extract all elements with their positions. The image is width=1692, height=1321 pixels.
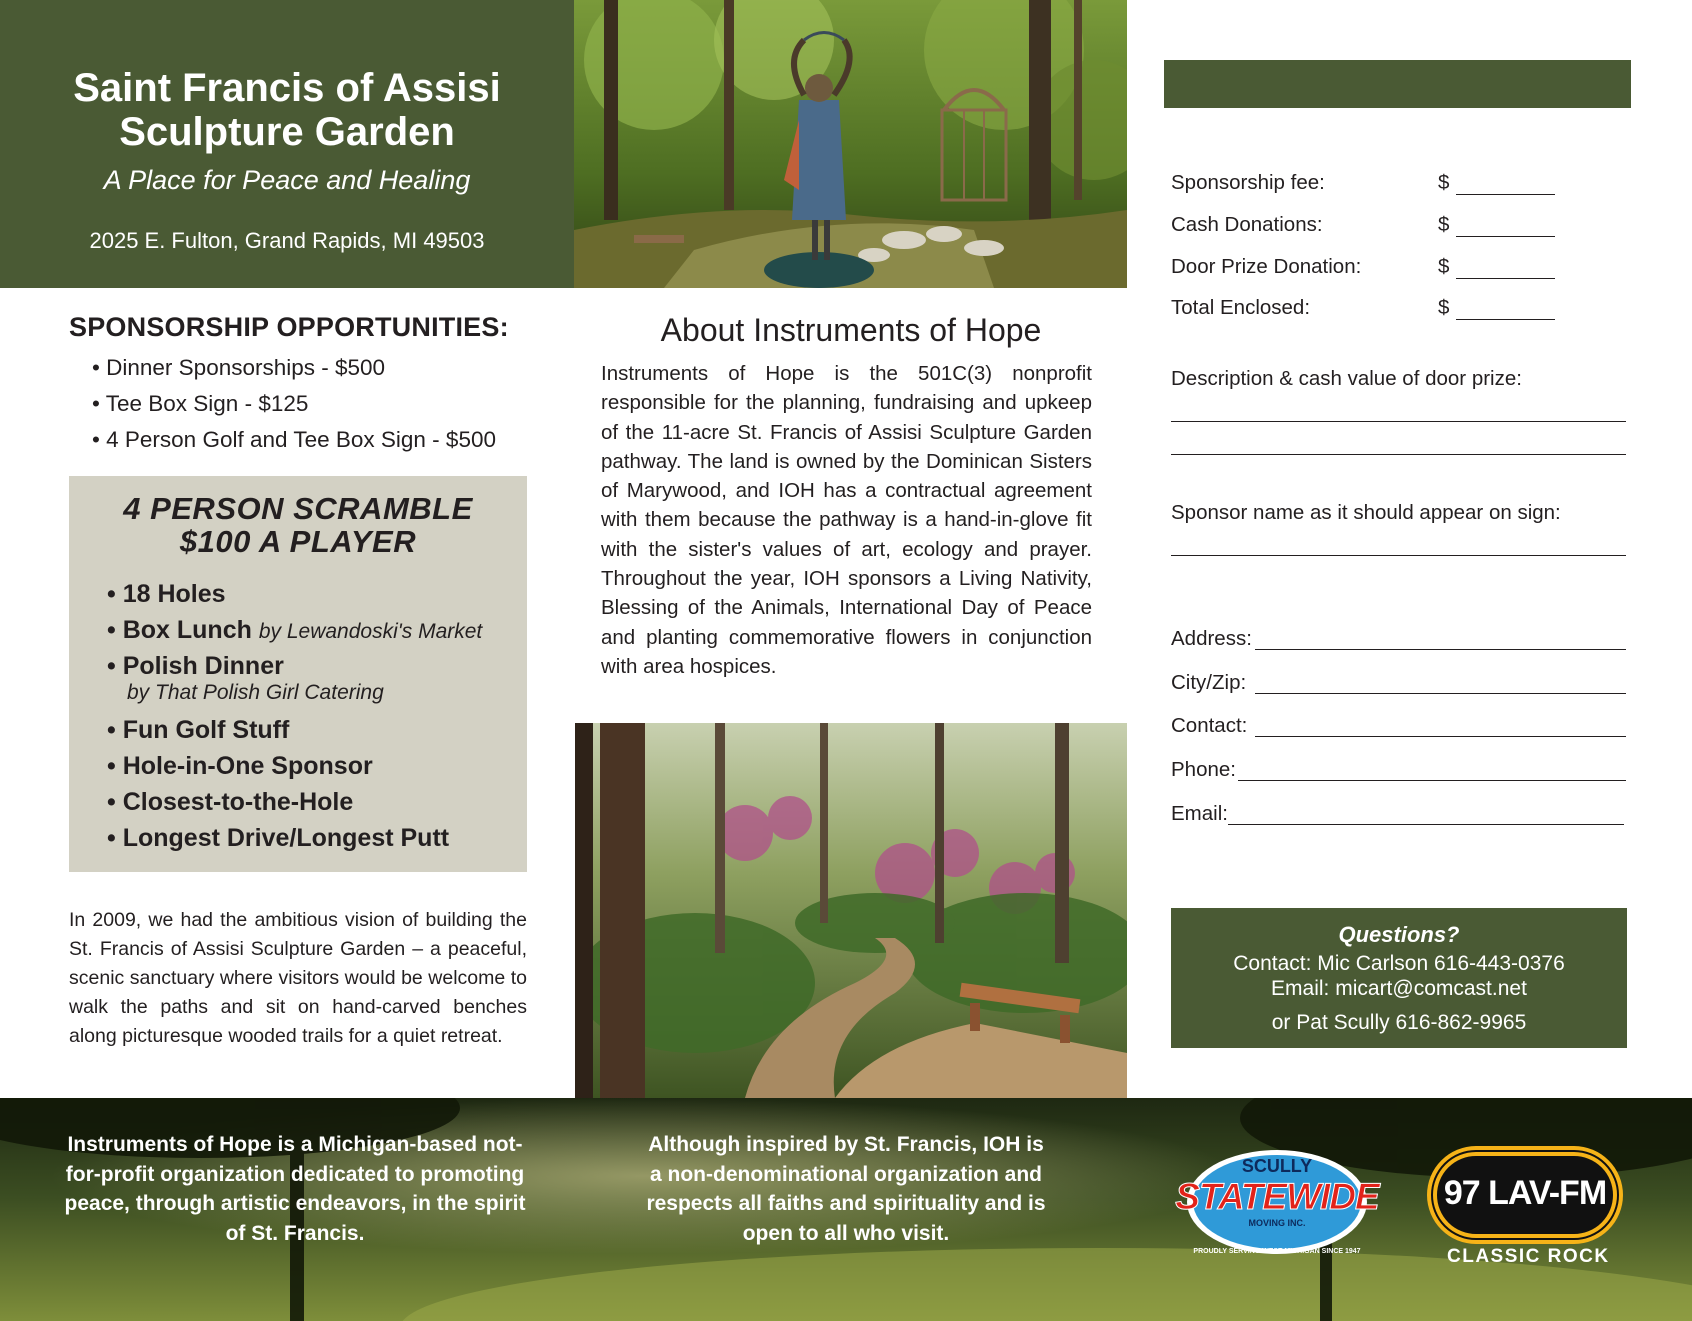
list-item-label: Box Lunch bbox=[122, 616, 252, 644]
about-paragraph: Instruments of Hope is the 501C(3) nonprofit responsible for the planning, fundraising and upkeep of the 11-acre St. Francis of Assisi Sculpture Garden pathway. The land is owned by the Dominican Sisters of Marywood, and IOH has a contractual agreement with them because the pathway is a hand-in-glove fit with the sister's values of art, ecology and prayer. Throughout the year, IOH sponsors a Living Nativity, Blessing of the Animals, International Day of Peace and planting commemorative flowers in conjunction with area hospices. bbox=[601, 362, 1092, 678]
door-prize-description-label: Description & cash value of door prize: bbox=[1171, 367, 1522, 390]
address: 2025 E. Fulton, Grand Rapids, MI 49503 bbox=[89, 228, 485, 253]
scully-statewide-logo bbox=[1172, 1148, 1382, 1268]
list-item-label: Closest-to-the-Hole bbox=[122, 788, 354, 816]
list-item bbox=[107, 576, 482, 612]
list-item-label: 18 Holes bbox=[122, 580, 226, 608]
footer-banner bbox=[0, 1098, 1692, 1321]
phone-field[interactable] bbox=[1238, 759, 1626, 781]
address-field[interactable] bbox=[1255, 628, 1626, 650]
contact-label: Contact: bbox=[1171, 714, 1248, 737]
city-zip-label: City/Zip: bbox=[1171, 671, 1247, 694]
sponsor-name-field[interactable] bbox=[1171, 555, 1626, 556]
questions-email[interactable]: Email: micart@comcast.net bbox=[1271, 977, 1527, 1000]
sculpture-garden-photo bbox=[574, 0, 1127, 288]
list-item-label: Fun Golf Stuff bbox=[122, 716, 290, 744]
page-title bbox=[0, 66, 574, 154]
list-item-label: Longest Drive/Longest Putt bbox=[122, 824, 450, 852]
door-prize-description-field-2[interactable] bbox=[1171, 454, 1626, 455]
about-heading: About Instruments of Hope bbox=[660, 312, 1042, 348]
sponsorship-fee-field[interactable] bbox=[1456, 173, 1555, 195]
email-field[interactable] bbox=[1228, 803, 1624, 825]
garden-photo-illustration bbox=[574, 0, 1127, 288]
vision-paragraph: In 2009, we had the ambitious vision of building the St. Francis of Assisi Sculpture Garden – a peaceful, scenic sanctuary where visitors would be welcome to walk the paths and sit on hand-carved benches along picturesque wooded trails for a quiet retreat. bbox=[69, 909, 527, 1047]
list-item bbox=[107, 748, 482, 784]
email-label: Email: bbox=[1171, 802, 1228, 825]
questions-box bbox=[1171, 908, 1627, 1048]
title-line-1: Saint Francis of Assisi bbox=[73, 66, 501, 110]
list-item-label: Polish Dinner bbox=[122, 652, 284, 680]
total-enclosed-field[interactable] bbox=[1456, 298, 1555, 320]
currency-symbol: $ bbox=[1438, 255, 1450, 278]
sponsorship-list bbox=[92, 350, 496, 458]
questions-contact: Contact: Mic Carlson 616-443-0376 bbox=[1233, 952, 1565, 975]
questions-title: Questions? bbox=[1338, 922, 1460, 947]
list-item: • 4 Person Golf and Tee Box Sign - $500 bbox=[92, 422, 496, 458]
scramble-title bbox=[69, 492, 527, 558]
contact-field[interactable] bbox=[1255, 715, 1626, 737]
list-item bbox=[107, 712, 482, 748]
header-banner bbox=[0, 0, 574, 288]
list-item bbox=[107, 612, 482, 650]
currency-symbol: $ bbox=[1438, 213, 1450, 236]
path-photo-illustration bbox=[575, 723, 1127, 1098]
scramble-title-line-1: 4 PERSON SCRAMBLE bbox=[123, 491, 473, 526]
sponsorship-heading: SPONSORSHIP OPPORTUNITIES: bbox=[69, 312, 509, 342]
cash-donations-label: Cash Donations: bbox=[1171, 213, 1323, 236]
currency-symbol: $ bbox=[1438, 296, 1450, 319]
scramble-price: $100 A PLAYER bbox=[179, 524, 417, 559]
form-header-bar bbox=[1164, 60, 1631, 108]
phone-label: Phone: bbox=[1171, 758, 1236, 781]
footer-faith-text: Although inspired by St. Francis, IOH is a non-denominational organization and respects all faiths and spirituality and is open to all who visit. bbox=[646, 1133, 1046, 1245]
logo-moving-text: MOVING INC. bbox=[1248, 1218, 1306, 1228]
questions-alt-contact: or Pat Scully 616-862-9965 bbox=[1271, 1011, 1527, 1034]
wooded-path-photo bbox=[575, 723, 1127, 1098]
lav-fm-logo bbox=[1427, 1146, 1623, 1244]
list-item-byline: by Lewandoski's Market bbox=[258, 620, 483, 643]
list-item-byline: by That Polish Girl Catering bbox=[127, 681, 384, 704]
title-line-2: Sculpture Garden bbox=[119, 110, 455, 154]
currency-symbol: $ bbox=[1438, 171, 1450, 194]
logo-tagline-text: PROUDLY SERVING WEST MICHIGAN SINCE 1947 bbox=[1193, 1248, 1361, 1255]
address-label: Address: bbox=[1171, 627, 1252, 650]
door-prize-donation-field[interactable] bbox=[1456, 257, 1555, 279]
total-enclosed-label: Total Enclosed: bbox=[1171, 296, 1311, 319]
logo-classic-rock-text: CLASSIC ROCK bbox=[1447, 1246, 1610, 1267]
logo-scully-text: SCULLY bbox=[1241, 1156, 1313, 1176]
subtitle: A Place for Peace and Healing bbox=[103, 165, 471, 195]
footer-mission-text: Instruments of Hope is a Michigan-based not-for-profit organization dedicated to promoting peace, through artistic endeavors, in the spirit of St. Francis. bbox=[64, 1133, 526, 1245]
list-item: • Tee Box Sign - $125 bbox=[92, 386, 496, 422]
sponsor-name-label: Sponsor name as it should appear on sign: bbox=[1171, 501, 1561, 524]
door-prize-description-field-1[interactable] bbox=[1171, 421, 1626, 422]
cash-donations-field[interactable] bbox=[1456, 215, 1555, 237]
list-item-label: Hole-in-One Sponsor bbox=[122, 752, 373, 780]
door-prize-donation-label: Door Prize Donation: bbox=[1171, 255, 1362, 278]
logo-statewide-text: STATEWIDE bbox=[1175, 1176, 1379, 1217]
list-item bbox=[107, 784, 482, 820]
city-zip-field[interactable] bbox=[1255, 672, 1626, 694]
list-item: • Dinner Sponsorships - $500 bbox=[92, 350, 496, 386]
scramble-box bbox=[69, 476, 527, 872]
list-item bbox=[107, 650, 482, 704]
list-item bbox=[107, 820, 482, 856]
lav-fm-logo-inner bbox=[1433, 1152, 1617, 1238]
sponsorship-fee-label: Sponsorship fee: bbox=[1171, 171, 1325, 194]
scramble-list bbox=[107, 576, 482, 856]
logo-lav-fm-text: 97 LAV-FM bbox=[1443, 1174, 1607, 1212]
